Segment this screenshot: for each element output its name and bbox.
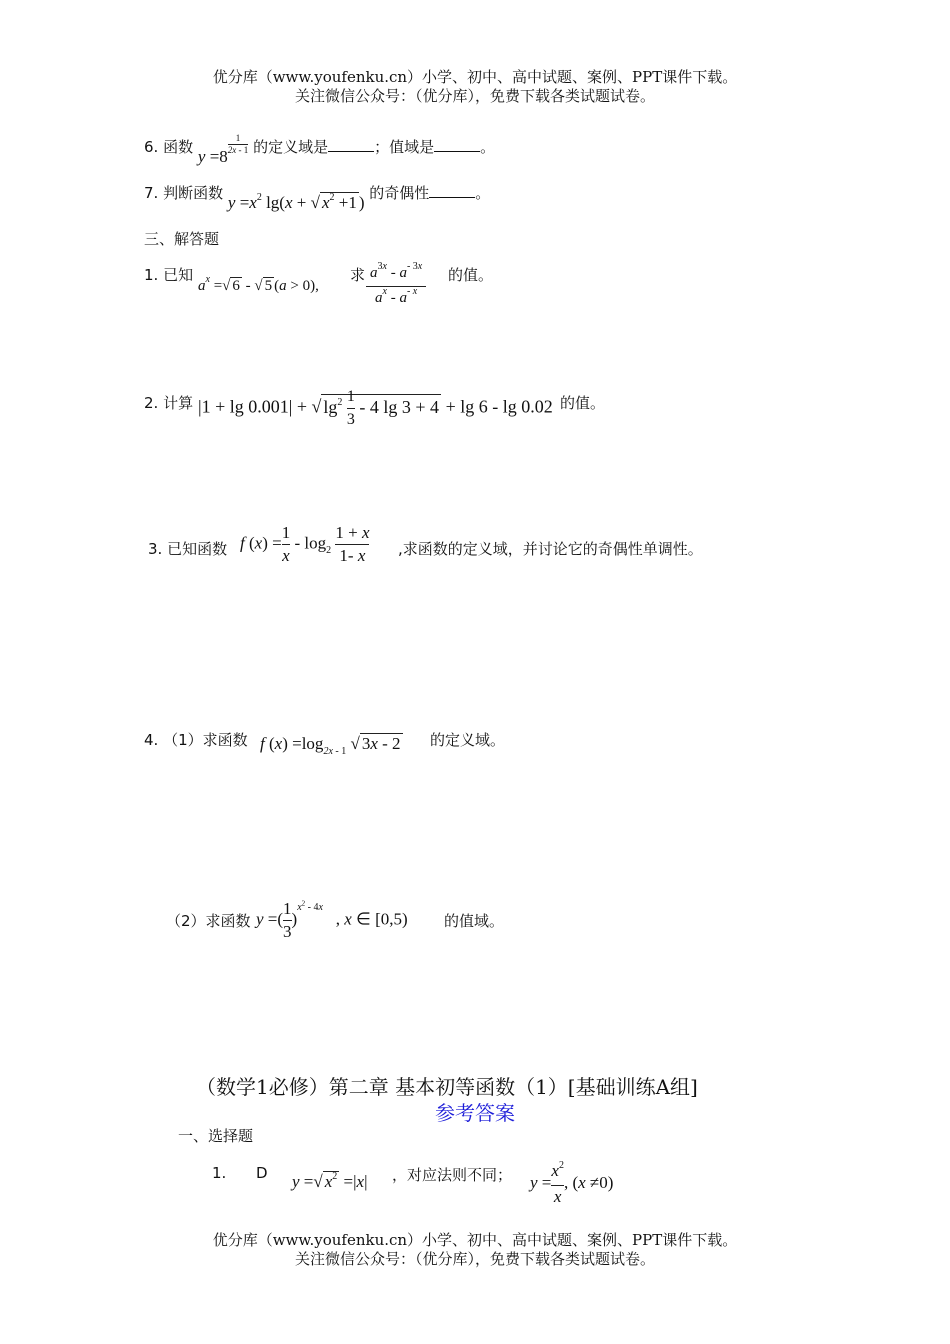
question-text: 已知函数 [167, 540, 228, 558]
answer-blank [328, 137, 374, 152]
question-text: 的定义域是 [253, 138, 329, 156]
question-number: 4. [144, 731, 159, 749]
solve-question-4a [144, 729, 248, 750]
question-text: 。 [475, 184, 491, 202]
question-text: ,求函数的定义域，并讨论它的奇偶性单调性。 [398, 540, 703, 558]
question-text: 的值。 [448, 266, 494, 284]
formula-q4a: f $(x) =\log_{2x - 1}$ √ 3x - 2 [260, 734, 401, 757]
question-text: 的奇偶性 [369, 184, 430, 202]
answer-number: 1. [212, 1164, 227, 1182]
answer-choice: D [256, 1164, 268, 1182]
formula-q1-target: $\frac{a^{3x} - a^{- 3x}}{a^x - a^{- x}}$ [366, 262, 426, 311]
solve-question-1 [144, 264, 193, 285]
header-line-1: 优分库（www.youfenku.cn）小学、初中、高中试题、案例、PPT课件下载。 [212, 68, 738, 86]
question-text: 的定义域。 [430, 731, 506, 749]
formula-q6: y =8 $\frac{1}{2x - 1}$ [197, 132, 249, 166]
question-number: 6. [144, 138, 159, 156]
formula-answer-1b: y = $\frac{x^2}{x}$ , (x ≠0) [530, 1160, 614, 1206]
question-text: 函数 [163, 138, 194, 156]
answers-section-heading: 一、选择题 [178, 1127, 254, 1145]
formula-q1-given: $a^x$ =√ 6 - √ 5 (a > 0), [198, 274, 319, 294]
question-text: 计算 [163, 394, 194, 412]
solve-question-3 [148, 538, 227, 559]
question-6 [144, 132, 496, 166]
question-number: 3. [148, 540, 163, 558]
question-text: （1）求函数 [163, 731, 248, 749]
solve-question-2 [144, 392, 193, 413]
footer-line-1: 优分库（www.youfenku.cn）小学、初中、高中试题、案例、PPT课件下载。 [212, 1231, 738, 1249]
question-7 [144, 182, 491, 212]
section-heading: 三、解答题 [144, 230, 220, 248]
formula-q2: |1 + lg 0.001| + √ $\lg^2$ $\frac{1}{3}$ - 4 lg 3 + 4 + lg 6 - lg 0.02 [198, 388, 553, 428]
question-number: 7. [144, 184, 159, 202]
formula-q3: f (x) = $\frac{1}{x}$ - $\log_2$ $\frac{1 + x}{1- x}$ [240, 523, 370, 565]
question-text: 。 [480, 138, 496, 156]
footer-line-2: 关注微信公众号：（优分库），免费下载各类试题试卷。 [294, 1250, 655, 1268]
question-number: 1. [144, 266, 159, 284]
question-number: 2. [144, 394, 159, 412]
question-text: 判断函数 [163, 184, 224, 202]
question-text: 的值域。 [444, 912, 505, 930]
formula-q4b: y =( $\frac{1}{3}$ )$^{x^2 - 4x}$ , x ∈ [0,5) [256, 899, 408, 941]
question-text: 已知 [163, 266, 194, 284]
question-text: （2）求函数 [166, 912, 251, 930]
header-line-2: 关注微信公众号：（优分库），免费下载各类试题试卷。 [294, 87, 655, 105]
question-text: ；值域是 [374, 138, 435, 156]
answer-blank [434, 137, 480, 152]
answer-blank [429, 183, 475, 198]
question-text: 求 [350, 266, 366, 284]
answers-subtitle: 参考答案 [435, 1101, 515, 1125]
answer-text: ，对应法则不同； [392, 1166, 513, 1184]
formula-answer-1a: y =√ $x^2 =|x|$ [292, 1171, 368, 1191]
formula-q7: $y =x^2$ lg(x + √ $x^2 +1$ ) [227, 192, 365, 212]
question-text: 的值。 [560, 394, 606, 412]
answers-title: （数学1必修）第二章 基本初等函数（1）[基础训练A组] [196, 1075, 698, 1099]
